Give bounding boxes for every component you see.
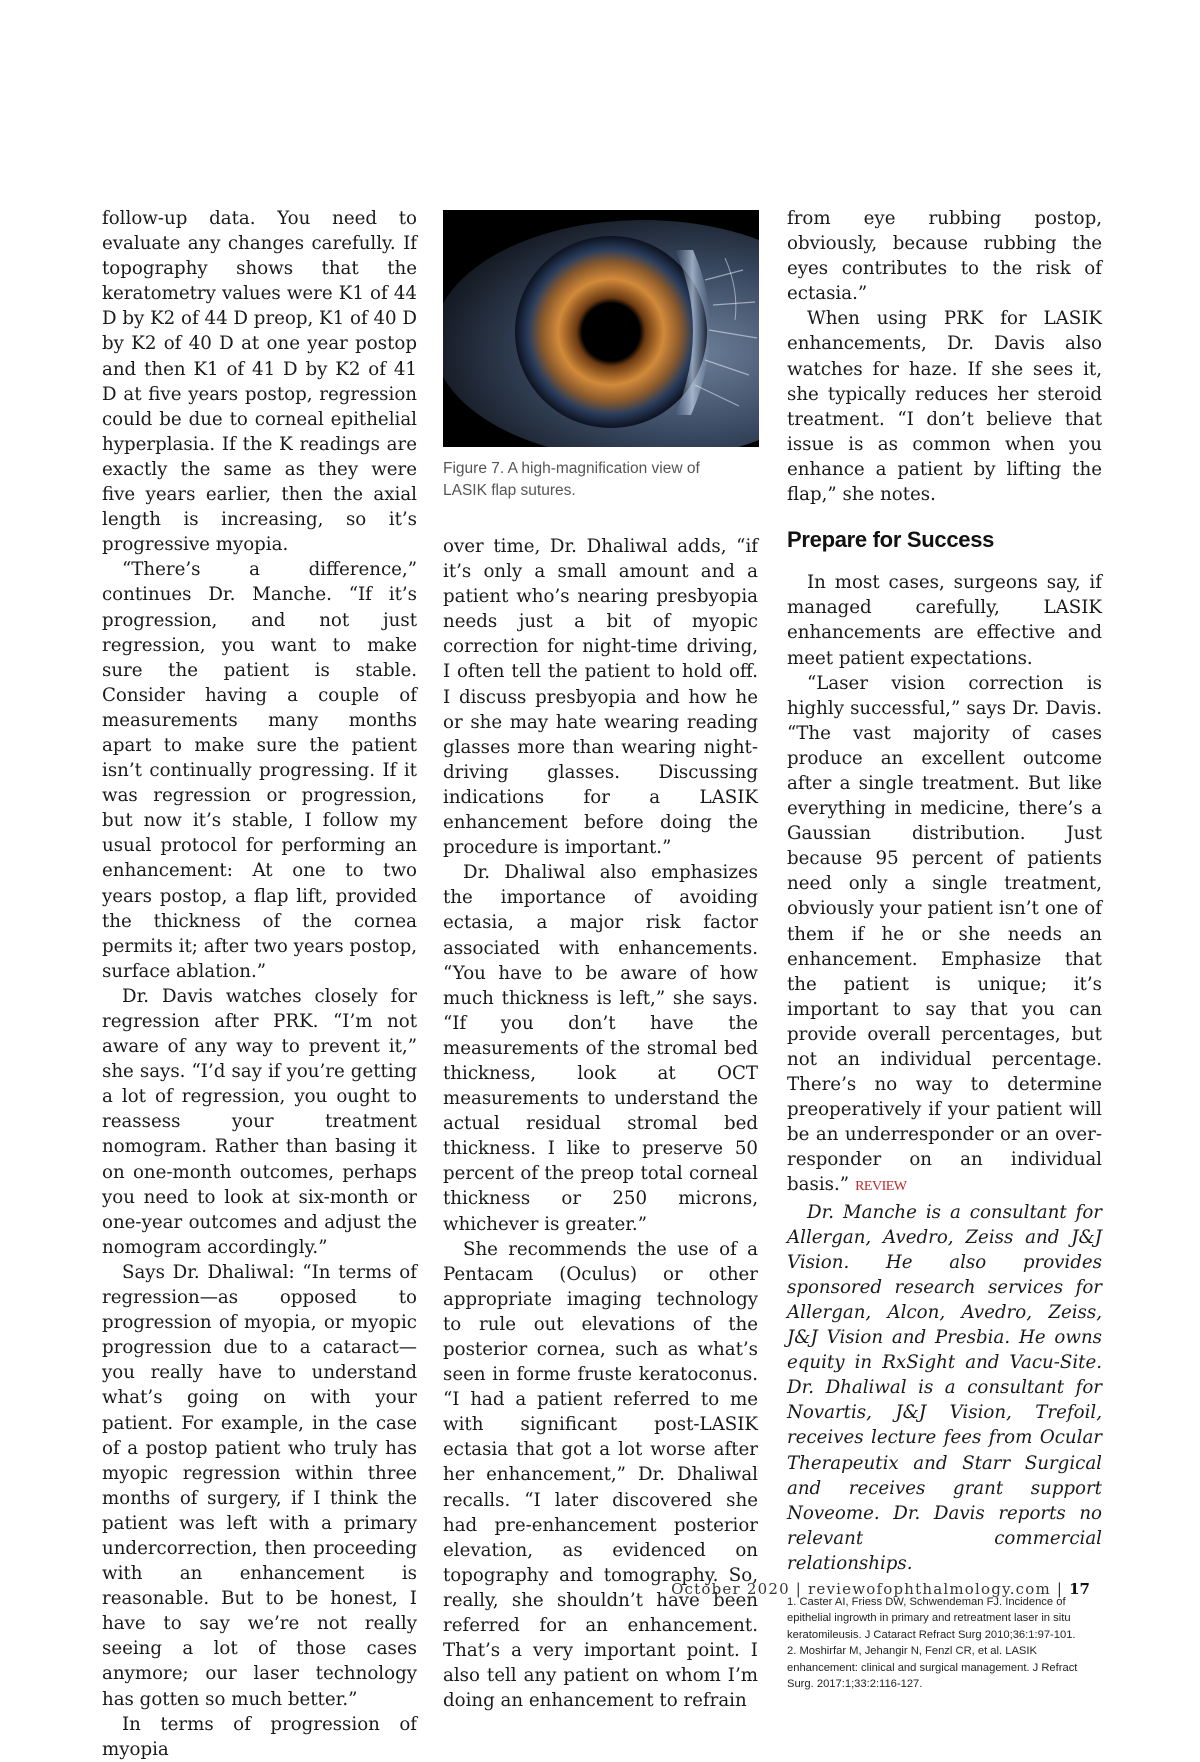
left-column: [102, 206, 417, 1762]
eye-closeup-photo: [443, 210, 759, 447]
body-paragraph: Says Dr. Dhaliwal: “In terms of regression—as opposed to progression of myopia, or myopic progression due to a cataract—you really have to understand what’s going on with your patient. For example, in the case of a postop patient who truly has myopic regression within three months of surgery, if I think the patient was left with a primary undercorrection, then proceeding with an enhancement is reasonable. But to be honest, I have to say we’re not really seeing a lot of those cases anymore; our laser technology has gotten so much better.”: [102, 1261, 417, 1710]
body-paragraph: Dr. Davis watches closely for regression after PRK. “I’m not aware of any way to prevent it,” she says. “I’d say if you’re getting a lot of regression, you ought to reassess your treatment nomogram. Rather than basing it on one-month outcomes, perhaps you need to look at six-month or one-year outcomes and adjust the nomogram accordingly.”: [102, 985, 417, 1258]
disclosure-note: Dr. Manche is a consultant for Allergan, Avedro, Zeiss and J&J Vision. He also provides sponsored research services for Allergan, Alcon, Avedro, Zeiss, J&J Vision and Presbia. He owns equity in RxSight and Vacu-Site. Dr. Dhaliwal is a consultant for Novartis, J&J Vision, Trefoil, receives lecture fees from Ocular Therapeutix and Starr Surgical and receives grant support Noveome. Dr. Davis reports no relevant commercial relationships.: [787, 1201, 1102, 1574]
right-column: [787, 206, 1102, 1692]
body-paragraph: She recommends the use of a Pentacam (Oculus) or other appropriate imaging technology to rule out elevations of the posterior cornea, such as what’s seen in forme fruste keratoconus. “I had a patient referred to me with significant post-LASIK ectasia that got a lot worse after her enhancement,” Dr. Dhaliwal recalls. “I later discovered she had pre-enhancement posterior elevation, as evidenced on topography and tomography. So, really, she shouldn’t have been referred for an enhancement. That’s a very important point. I also tell any patient on whom I’m doing an enhancement to refrain: [443, 1238, 758, 1712]
body-paragraph: “There’s a difference,” continues Dr. Manche. “If it’s progression, and not just regression, you want to make sure the patient is stable. Consider having a couple of measurements many months apart to make sure the patient isn’t continually progressing. If it was regression or progression, but now it’s stable, I follow my usual protocol for performing an enhancement: At one to two years postop, a flap lift, provided the thickness of the cornea permits it; after two years postop, surface ablation.”: [102, 559, 417, 982]
body-paragraph: In terms of progression of myopia: [102, 1713, 417, 1760]
references-list: [787, 1594, 1102, 1692]
body-paragraph: [787, 671, 1102, 1200]
body-paragraph: Dr. Dhaliwal also emphasizes the importance of avoiding ectasia, a major risk factor associated with enhancements. “You have to be aware of how much thickness is left,” she says. “If you don’t have the measurements of the stromal bed thickness, look at OCT measurements to understand the actual residual stromal bed thickness. I like to preserve 50 percent of the preop total corneal thickness or 250 microns, whichever is greater.”: [443, 862, 758, 1235]
reference-item: 2. Moshirfar M, Jehangir N, Fenzl CR, et al. LASIK enhancement: clinical and surgical management. J Refract Surg. 2017:1;33:2:116-127.: [787, 1645, 1078, 1690]
middle-column: [443, 534, 758, 1713]
section-heading: Prepare for Success: [787, 527, 995, 553]
reference-item: 1. Caster AI, Friess DW, Schwendeman FJ. Incidence of epithelial ingrowth in primary and retreatment laser in situ keratomileusis. J Cataract Refract Surg 2010;36:1:97-101.: [787, 1595, 1076, 1641]
figure-caption: Figure 7. A high-magnification view of LASIK flap sutures.: [443, 460, 700, 499]
body-paragraph: follow-up data. You need to evaluate any changes carefully. If topography shows that the keratometry values were K1 of 44 D by K2 of 44 D preop, K1 of 40 D by K2 of 40 D at one year postop and then K1 of 41 D by K2 of 41 D at five years postop, regression could be due to corneal epithelial hyperplasia. If the K readings are exactly the same as they were five years earlier, then the axial length is increasing, so it’s progressive myopia.: [102, 208, 417, 556]
footer-issue-site: October 2020 | reviewofophthalmology.com |: [671, 1580, 1064, 1598]
page-footer: [671, 1580, 1090, 1598]
body-paragraph-text: “Laser vision correction is highly successful,” says Dr. Davis. “The vast majority of cases produce an excellent outcome after a single treatment. But like everything in medicine, there’s a Gaussian distribution. Just because 95 percent of patients need only a single treatment, obviously your patient isn’t one of them if he or she needs an enhancement. Emphasize that the patient is unique; it’s important to say that you can provide overall percentages, but not an individual percentage. There’s no way to determine preoperatively if your patient will be an underresponder or an over-responder on an individual basis.”: [787, 672, 1102, 1196]
body-paragraph: When using PRK for LASIK enhancements, Dr. Davis also watches for haze. If she sees it, she typically reduces her steroid treatment. “I don’t believe that issue is as common when you enhance a patient by lifting the flap,” she notes.: [787, 308, 1102, 506]
body-paragraph: over time, Dr. Dhaliwal adds, “if it’s only a small amount and a patient who’s nearing presbyopia needs just a bit of myopic correction for night-time driving, I often tell the patient to hold off. I discuss presbyopia and how he or she may hate wearing reading glasses more than wearing night-driving glasses. Discussing indications for a LASIK enhancement before doing the procedure is important.”: [443, 536, 758, 859]
body-paragraph: from eye rubbing postop, obviously, because rubbing the eyes contributes to the risk of ectasia.”: [787, 208, 1102, 305]
page-number: 17: [1069, 1580, 1090, 1598]
body-paragraph: In most cases, surgeons say, if managed carefully, LASIK enhancements are effective and meet patient expectations.: [787, 572, 1102, 669]
review-end-mark: REVIEW: [855, 1179, 907, 1195]
